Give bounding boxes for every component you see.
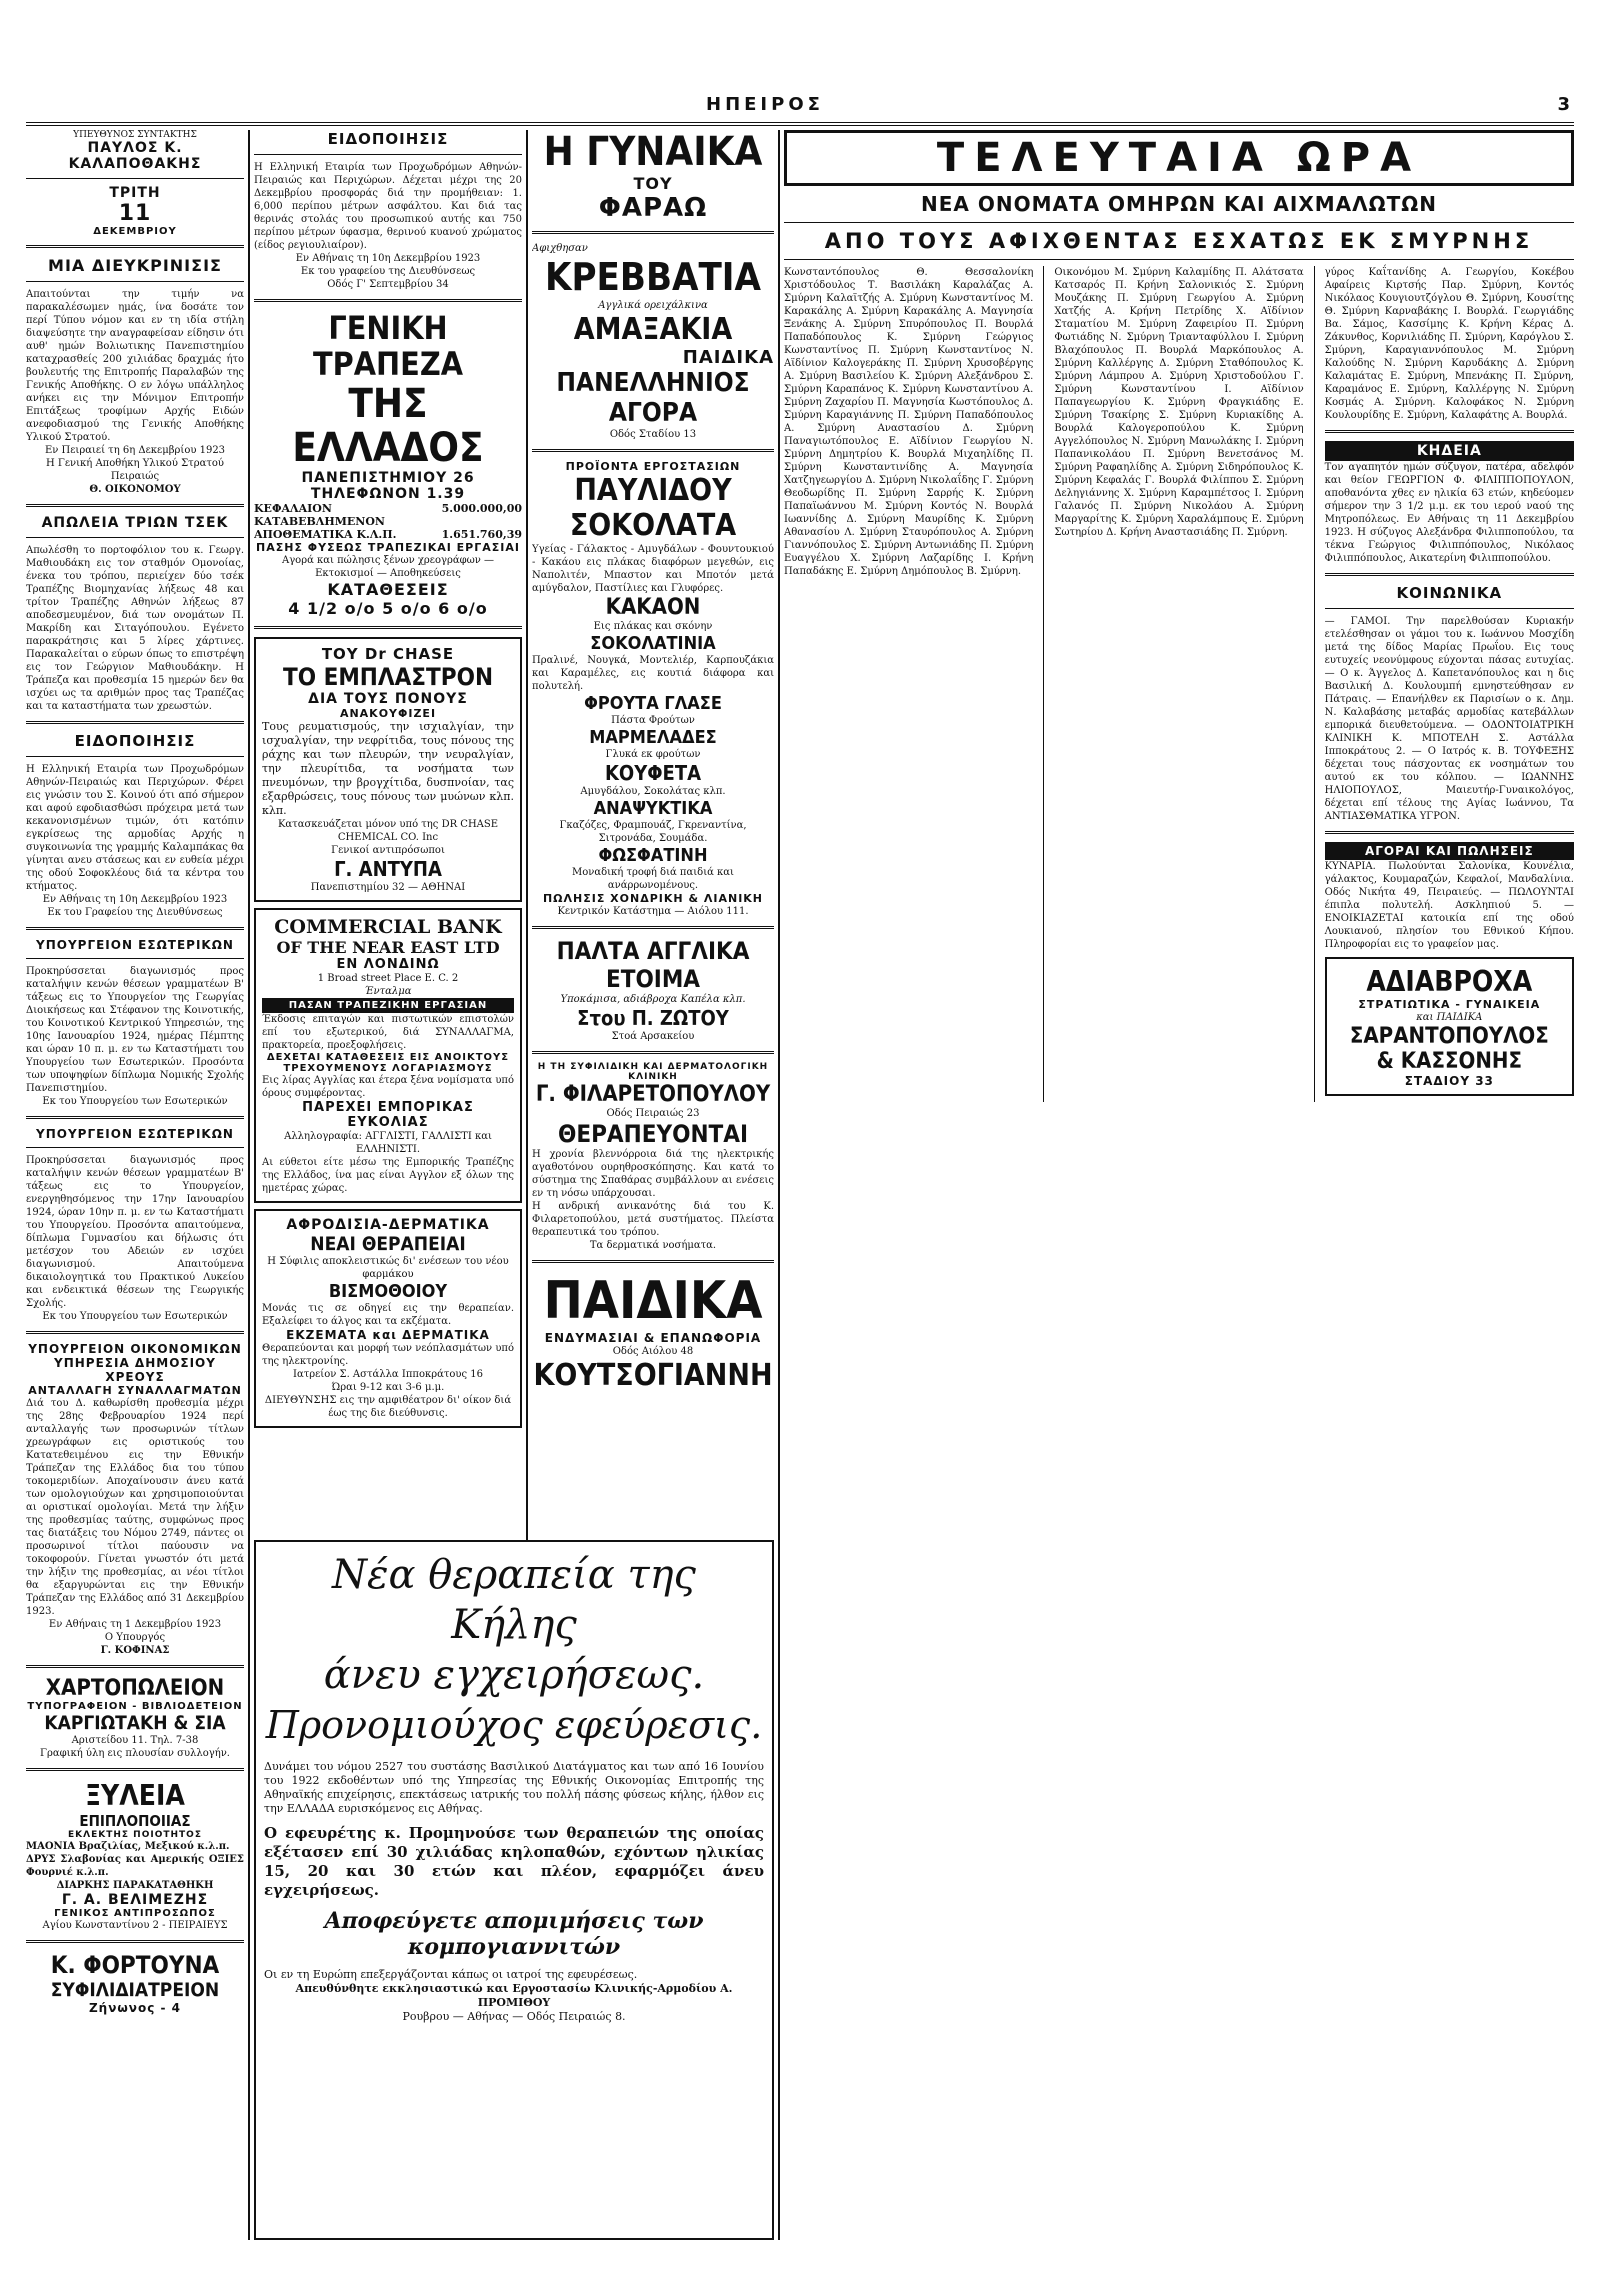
ad-subtitle: και ΠΑΙΔΙΚΑ: [1416, 1012, 1483, 1023]
ad-role: ΓΕΝΙΚΟΣ ΑΝΤΙΠΡΟΣΩΠΟΣ: [54, 1908, 216, 1919]
ad-subtitle: ΦΑΡΑΩ: [598, 193, 708, 223]
ad-address: 1 Broad street Place E. C. 2: [317, 973, 459, 984]
section-heading: ΥΠΟΥΡΓΕΙΟΝ ΕΣΩΤΕΡΙΚΩΝ: [36, 938, 234, 952]
ad-text: Αμυγδάλου, Σοκολάτας κλπ.: [580, 786, 726, 797]
ad-line: ΠΑΡΕΧΕΙ ΕΜΠΟΡΙΚΑΣ ΕΥΚΟΛΙΑΣ: [302, 1100, 474, 1130]
article-text: Η Ελληνική Εταιρία των Προχωδρόμων Αθηνών-Πειραιώς και Περιχώρων. Δέχεται μέχρι της 20 Δεκεμβρίου προσφοράς διά την προμήθειαν: 1. 6,000 περίπου μέτρων ασφάλτου. Και διά τας θερινάς στολάς του προσωπικού αυτής και 750 περίπου μέτρων ύφασμα, θερινού κυανού χρώματος (είδος ρεγιουλιαίρον).: [254, 162, 522, 251]
banner-title: ΤΕΛΕΥΤΑΙΑ ΩΡΑ: [936, 135, 1422, 181]
ad-text: Εις πλάκας και σκόνην: [593, 621, 713, 632]
ad-name: Γ. ΦΙΛΑΡΕΤΟΠΟΥΛΟΥ: [535, 1082, 771, 1107]
ad-subtitle: ΣΥΦΙΛΙΔΙΑΤΡΕΙΟΝ: [50, 1979, 220, 2001]
article-signature: Γ. ΚΟΦΙΝΑΣ: [100, 1645, 170, 1656]
ad-address: Οδός Σταδίου 13: [609, 429, 697, 440]
bank-capital: [254, 502, 522, 528]
ad-title: ΣΟΚΟΛΑΤΑ: [569, 508, 737, 543]
ad-line: ΠΑΣΑΝ ΤΡΑΠΕΖΙΚΗΝ ΕΡΓΑΣΙΑΝ: [262, 998, 514, 1013]
ad-line: Ένταλμα: [364, 986, 412, 997]
editor-role: ΥΠΕΥΘΥΝΟΣ ΣΥΝΤΑΚΤΗΣ: [73, 130, 197, 140]
ad-warning: Αποφεύγετε απομιμήσεις των κομπογιαννιτών: [324, 1908, 704, 1960]
ad-text: Έκδοσις επιταγών και πιστωτικών επιστολών επί του εξωτερικού, διά ΣΥΝΑΛΛΑΓΜΑ, πρακτορεία, προεξοφλήσεις.: [262, 1014, 514, 1051]
bank-capital-label: ΚΕΦΑΛΑΙΟΝ ΚΑΤΑΒΕΒΛΗΜΕΝΟΝ: [254, 502, 385, 528]
ad-line: ΜΑΟΝΙΑ Βραζιλίας, Μεξικού κ.λ.π.: [26, 1841, 230, 1852]
ad-store: ΠΑΝΕΛΛΗΝΙΟΣ ΑΓΟΡΑ: [556, 368, 750, 428]
ad-product: ΚΟΥΦΕΤΑ: [604, 761, 702, 785]
ad-subtitle: ΕΚΖΕΜΑΤΑ και ΔΕΡΜΑΤΙΚΑ: [286, 1328, 490, 1342]
issue-day: ΤΡΙΤΗ: [109, 185, 161, 201]
bank-operations: ΠΑΣΗΣ ΦΥΣΕΩΣ ΤΡΑΠΕΖΙΚΑΙ ΕΡΓΑΣΙΑΙ: [256, 541, 520, 554]
ad-title: Νέα θεραπεία της Κήλης: [332, 1552, 696, 1648]
bank-operations-text: Αγορά και πώλησις ξένων χρεογράφων — Εκτοκισμοί — Αποθηκεύσεις: [281, 555, 495, 579]
ad-title: ΑΜΑΞΑΚΙΑ: [573, 312, 733, 347]
ad-line: ΔΙΑΡΚΗΣ ΠΑΡΑΚΑΤΑΘΗΚΗ: [56, 1880, 214, 1891]
ad-title: ΠΑΙΔΙΚΑ: [543, 1271, 763, 1331]
ad-title: ΑΔΙΑΒΡΟΧΑ: [1366, 965, 1533, 998]
article-text: — ΓΑΜΟΙ. Την παρελθούσαν Κυριακήν ετελέσθησαν οι γάμοι του κ. Ιωάννου Μοσχίδη μετά της δίδος Μαρίας Πρωΐου. Εις τους ευτυχείς νεονύμφους εύχονται πάσας ευτυχίας. — Ο κ. Άγγελος Δ. Καπετανόπουλος και η δις Βασιλική Δ. Κουλουμπή εμνηστεύθησαν εν Πάτραις. — Επανήλθεν εκ Παρισίων ο κ. Δημ. Ν. Καλαβάσης μεταβάς αρμοδίας κατεβάλλων εμπορικά διευθετούμενα. — ΟΔΟΝΤΟΙΑΤΡΙΚΗ ΚΛΙΝΙΚΗ Κ. ΜΠΟΤΕΛΗ Σ. Αστάλλα Ιπποκράτους 2. — Ο Ιατρός κ. Β. ΤΟΥΦΕΞΗΣ δέχεται τους πάσχοντας εκ νοσημάτων του αυτού εκ του κόλπου. — ΙΩΑΝΝΗΣ ΗΛΙΟΠΟΥΛΟΣ, Μαιευτήρ-Γυναικολόγος, δέχεται επί τέλους της Αγίας Ιωάννου, Τα ΑΝΤΙΑΣΘΜΑΤΙΚΑ ΥΓΡΟΝ.: [1324, 616, 1574, 822]
article-signature: Εν Αθήναις τη 10η Δεκεμβρίου 1923: [42, 894, 228, 905]
article-signature: Εν Αθήναις τη 10η Δεκεμβρίου 1923: [295, 253, 481, 264]
headline: ΝΕΑ ΟΝΟΜΑΤΑ ΟΜΗΡΩΝ ΚΑΙ ΑΙΧΜΑΛΩΤΩΝ: [920, 192, 1438, 216]
masthead: [26, 90, 1574, 126]
ad-text: Κατασκευάζεται μόνον υπό της DR CHASE CHEMICAL CO. Inc: [277, 819, 499, 843]
section-heading: ΥΠΟΥΡΓΕΙΟΝ ΕΣΩΤΕΡΙΚΩΝ: [36, 1127, 234, 1141]
ad-text: Αι εύθετοι είτε μέσω της Εμπορικής Τραπέζης της Ελλάδος, ίνα μας είναι Αγγλον εξ όλων της ημετέρας χώρας.: [262, 1157, 514, 1194]
ad-subtitle: Αγγλικά ορειχάλκινα: [598, 300, 708, 311]
ad-title: Προνομιούχος εφεύρεσις.: [265, 1703, 763, 1747]
ad-text: Γκαζόζες, Φραμπουάζ, Γκρεναντίνα, Σιτρονάδα, Σουμάδα.: [559, 820, 747, 844]
ad-footer: ΔΙΕΥΘΥΝΣΗΣ εις την αμφιθέατρον δι' οίκον διά έως της διε διεύθυνσις.: [264, 1395, 512, 1419]
ad-title: ΚΡΕΒΒΑΤΙΑ: [545, 255, 761, 299]
editor-name: ΠΑΥΛΟΣ Κ. ΚΑΛΑΠΟΘΑΚΗΣ: [68, 140, 202, 172]
ad-text: Πάστα Φρούτων: [611, 715, 695, 726]
chase-ad: [254, 637, 522, 902]
ad-text: Ο εφευρέτης κ. Προμηνούσε των θεραπειών της οποίας εξέτασεν επί 30 χιλιάδας κηλοπαθών, εχόντων ηλικίας 15, 20 και 30 ετών και πλέον, εφαρμόζει άνευ εγχειρήσεως.: [264, 1824, 764, 1899]
ad-title: ΧΑΡΤΟΠΩΛΕΙΟΝ: [45, 1676, 225, 1701]
article-signature: Εκ του Υπουργείου των Εσωτερικών: [42, 1096, 228, 1107]
headline: ΑΠΟ ΤΟΥΣ ΑΦΙΧΘΕΝΤΑΣ ΕΣΧΑΤΩΣ ΕΚ ΣΜΥΡΝΗΣ: [824, 229, 1534, 253]
article-text: Απαιτούνται την τιμήν να παρακαλέσωμεν ημάς, ίνα δοσάτε τον περί Τύπου νόμον και εν τη ιδία στήλη διαψεύσητε την αναγραφείσαν είδησιν ότι αυθ' ημών Βολιωτικης Πανεπιστημίου καταχρασθείς 200 χιλιάδας δραχμάς ήτο βουλευτής της Επιτροπής Παραλαβών της Γενικής Αποθήκης. Ο εν λόγω υπάλληλος ανήκει εις την Μόνιμον Επιτροπήν Επιτάξεως τροφίμων Αρχής Ειδών ανεφοδιασμού της Γενικής Αποθήκης Υλικού Στρατού.: [26, 289, 244, 443]
ad-address: Αγίου Κωνσταντίνου 2 - ΠΕΙΡΑΙΕΥΣ: [42, 1920, 228, 1931]
ad-title: Η ΓΥΝΑΙΚΑ: [543, 130, 763, 175]
ad-address: Αριστείδου 11. Τηλ. 7-38: [71, 1735, 199, 1746]
ad-name: ΣΑΡΑΝΤΟΠΟΥΛΟΣ: [1349, 1024, 1549, 1049]
ad-address: Οδός Πειραιώς 23: [606, 1108, 700, 1119]
ad-address: Ιατρείον Σ. Αστάλλα Ιπποκράτους 16: [293, 1369, 483, 1380]
masthead-title: ΗΠΕΙΡΟΣ: [706, 94, 824, 115]
ad-address: Κεντρικόν Κατάστημα — Αιόλου 111.: [557, 906, 749, 917]
ad-hours: Ώραι 9-12 και 3-6 μ.μ.: [331, 1382, 445, 1393]
ad-title: άνευ εγχειρήσεως.: [323, 1652, 705, 1698]
ad-text: Μονάς τις σε οδηγεί εις την θεραπείαν. Εξαλείφει το άλγος και τα εκζέματα.: [262, 1303, 514, 1327]
article-signature: Ο Υπουργός: [104, 1632, 166, 1643]
article-signature: Οδός Γ' Σεπτεμβρίου 34: [327, 279, 449, 290]
bank-deposits: ΚΑΤΑΘΕΣΕΙΣ: [327, 580, 449, 599]
ad-text: Υποκάμισα, αδιάβροχα Καπέλα κλπ.: [560, 994, 746, 1005]
ad-product: ΦΡΟΥΤΑ ΓΛΑΣΕ: [584, 693, 722, 714]
ad-name: Στου Π. ΖΩΤΟΥ: [577, 1006, 729, 1030]
names-column: [784, 266, 1033, 1102]
article-text: Προκηρύσσεται διαγωνισμός προς καταλήψιν κενών θέσεων γραμματέων Β' τάξεως εις το Υπουργείον, ενεργηθησόμενος την 17ην Ιανουαρίου 1924, ώραν 10ην π. μ. εν τω Καταστήματι του Υπουργείου. Προσόντα απαιτούμενα, δίπλωμα Γυμνασίου και δήλωσις ότι μετέσχον του Αδειών εν ισχύει διαγωνισμού. Απαιτούμενα δικαιολογητικά του Πρακτικού Λυκείου και ενδεικτικά θέσεων της Γεωργικής Σχολής.: [26, 1155, 244, 1309]
ad-intro: Αφιχθησαν: [532, 243, 588, 254]
bank-reserves-label: ΑΠΟΘΕΜΑΤΙΚΑ Κ.Λ.Π.: [254, 528, 397, 541]
ad-text: Εις λίρας Αγγλίας και έτερα ξένα νομίσματα υπό όρους συμφέροντας.: [262, 1075, 514, 1099]
ad-city: ΕΝ ΛΟΝΔΙΝΩ: [336, 957, 440, 972]
ad-subtitle: ΤΥΠΟΓΡΑΦΕΙΟΝ - ΒΙΒΛΙΟΔΕΤΕΙΟΝ: [27, 1701, 243, 1712]
ad-subtitle: ΕΚΛΕΚΤΗΣ ΠΟΙΟΤΗΤΟΣ: [68, 1830, 202, 1840]
ad-line: ΔΡΥΣ Σλαβονίας και Αμερικής ΟΞΙΕΣ Φουρνιέ κ.λ.π.: [26, 1854, 244, 1878]
article-signature: Η Γενική Αποθήκη Υλικού Στρατού Πειραιώς: [46, 458, 224, 482]
columns-4-5: [784, 130, 1574, 2240]
ad-title: ΘΕΡΑΠΕΥΟΝΤΑΙ: [558, 1120, 748, 1148]
ad-text: Η Σύφιλις αποκλειστικώς δι' ενέσεων του νέου φαρμάκου: [267, 1256, 509, 1280]
ad-address: Ρουβρου — Αθήνας — Οδός Πειραιώς 8.: [402, 2010, 626, 2023]
ad-name: & ΚΑΣΣΟΝΗΣ: [1376, 1049, 1522, 1074]
ad-name: ΚΟΥΤΣΟΓΙΑΝΝΗ: [533, 1358, 773, 1393]
ad-address: Πανεπιστημίου 32 — ΑΘΗΝΑΙ: [310, 882, 466, 893]
ad-name: Γ. Α. ΒΕΛΙΜΕΖΗΣ: [61, 1892, 209, 1908]
ad-agent-label: Γενικοί αντιπρόσωποι: [331, 845, 445, 856]
ad-subtitle: ΕΝΔΥΜΑΣΙΑΙ & ΕΠΑΝΩΦΟΡΙΑ: [544, 1331, 762, 1345]
article-text: Προκηρύσσεται διαγωνισμός προς καταλήψιν κενών θέσεων γραμματέων Β' τάξεως εις το Υπουργείον της Γεωργίας Διοικήσεως και Στέφανον της Κοινοτικής, του Κοινοτικού Κεντρικού Υπηρεσιών, της 10ης Ιανουαρίου 1924, ημέρας Πέμπτης και ώραν 10 π. μ. εν τω Καταστήματι του Υπουργείου των Εσωτερικών. Προσόντα των υποψηφίων δίπλωμα Νομικής Σχολής Πανεπιστημίου.: [26, 966, 244, 1094]
hernia-cure-ad: [254, 1540, 774, 2240]
column-rule: [778, 130, 780, 2240]
ad-subtitle: ΝΕΑΙ ΘΕΡΑΠΕΙΑΙ: [310, 1233, 466, 1255]
column-1: [26, 130, 244, 2240]
ad-product: ΑΝΑΨΥΚΤΙΚΑ: [593, 798, 713, 819]
bank-capital-value: 5.000.000,00: [441, 502, 522, 515]
ad-address: Ζήνωνος - 4: [88, 2001, 182, 2015]
ad-address: Στοά Αρσακείου: [611, 1031, 695, 1042]
ad-subtitle: ΤΟΥ: [633, 174, 673, 193]
names-list: γύρος Καΐτανίδης Α. Γεωργίου, Κοκέβου Αφαίρεις Κιρτσής Παρ. Σμύρνη, Κοντός Νικόλαος Κουγιουτζόγλου Θ. Σμύρνη, Κουσίτης Θ. Σμύρνη Καρναβάκης Ι. Βουρλά. Γεωργιάδης Βα. Σάμος, Κασσίμης Κ. Κρήνη Κέρας Δ. Ζάκυνθος, Κορνιλιάδης Π. Σμύρνη, Καρόγλου Σ. Σμύρνη, Καραγιαννόπουλος Μ. Σμύρνη Καλούδης Ν. Σμύρνη Καρυδάκης Δ. Σμύρνη Καλαμάτας Ε. Σμύρνη, Μπενάκης Π. Σμύρνη, Καραμάνος Ε. Σμύρνη, Καλλέργης Ν. Σμύρνη Κοσμάς Α. Σμύρνη. Καλοφάκος Ν. Σμύρνη Κουλουρίδης Ε. Σμύρνη, Καλαφάτης Α. Βουρλά.: [1324, 267, 1574, 421]
bank-phone: ΤΗΛΕΦΩΝΟΝ 1.39: [310, 486, 466, 502]
ad-product: ΦΩΣΦΑΤΙΝΗ: [598, 845, 708, 866]
section-heading: ΚΗΔΕΙΑ: [1325, 441, 1574, 461]
article-signature: Εν Πειραιεί τη 6η Δεκεμβρίου 1923: [44, 445, 226, 456]
ad-text: Δυνάμει του νόμου 2527 του συστάσης Βασιλικού Διατάγματος και των από 16 Ιουνίου του 1922 εκδοθέντων υπό της Υπηρεσίας της Εθνικής Οικονομίας Επιτροπής της Αθηναϊκής επιχείρησις, επεκτάσεως ιατρικής του πολλή πάσης φύσεως κήλης, ήλθον εις την ΕΛΛΑΔΑ ευρισκόμενος εις Αθήνας.: [264, 1760, 764, 1815]
ad-text: Η ανδρική ανικανότης διά του Κ. Φιλαρετοπούλου, μετά συστήματος. Πλείστα θεραπευτικά του τρόπου.: [532, 1201, 774, 1238]
ad-text: Μοναδική τροφή διά παιδιά και ανάρρωνομένους.: [572, 867, 734, 891]
ad-text: Η χρονία βλεννόρροια διά της ηλεκτρικής αγαθοτόνου ουρηθροσκόπησης. Και κατά το σύστημα της Σπαθάρας συμβάλλουν αι ενέσεις εν τη νόσω υπάρχουσαι.: [532, 1149, 774, 1199]
ad-address: Απευθύνθητε εκκλησιαστικώ και Εργοστασίω Κλινικής-Αρμοδίου Α. ΠΡΟΜΙΘΟΥ: [295, 1982, 733, 2009]
article-signature: Εκ του Υπουργείου των Εσωτερικών: [42, 1311, 228, 1322]
section-heading: ΚΟΙΝΩΝΙΚΑ: [1396, 584, 1503, 602]
column-3: [532, 130, 774, 1530]
ad-text: Υγείας - Γάλακτος - Αμυγδάλων - Φουντουκιού - Κακάου εις πλάκας διαφόρων μεγεθών, εις Ναπολιτέν, Μπαστον και Μποτόν μετά αμύγδαλον, Παστίλιες και Γλυφόρες.: [532, 544, 774, 594]
ad-title: Κ. ΦΟΡΤΟΥΝΑ: [50, 1951, 220, 1979]
ad-subtitle: ΠΑΙΔΙΚΑ: [682, 347, 774, 368]
section-heading: ΑΓΟΡΑΙ ΚΑΙ ΠΩΛΗΣΕΙΣ: [1325, 842, 1574, 860]
bank-title: ΓΕΝΙΚΗ ΤΡΑΠΕΖΑ: [313, 309, 463, 383]
bank-address: ΠΑΝΕΠΙΣΤΗΜΙΟΥ 26: [301, 470, 475, 486]
ad-subtitle: ΔΙΑ ΤΟΥΣ ΠΟΝΟΥΣ: [308, 691, 468, 707]
section-heading: ΥΠΟΥΡΓΕΙΟΝ ΟΙΚΟΝΟΜΙΚΩΝ: [28, 1342, 242, 1356]
commercial-bank-ad: [254, 908, 522, 1203]
names-columns: [784, 266, 1574, 1102]
article-text: ΚΥΝΑΡΙΑ. Πωλούνται Σαλονίκα, Κουνέλια, γάλακτος, Κουμαραζών, Κεφαλοί, Μανδαλίνια. Οδός Νικήτα 49, Πειραιεύς. — ΠΩΛΟΥΝΤΑΙ έπιπλα πολυτελή. Ασκληπιού 5. — ΕΝΟΙΚΙΑΖΕΤΑΙ κατοικία επί της οδού Λουκιανού, πλησίον του Εθνικού Κήπου. Πληροφορίαι εις το γραφείον μας.: [1324, 861, 1574, 950]
bank-rates: 4 1/2 ο/ο 5 ο/ο 6 ο/ο: [288, 599, 488, 618]
section-heading: ΜΙΑ ΔΙΕΥΚΡΙΝΙΣΙΣ: [48, 256, 222, 275]
article-text: Απωλέσθη το πορτοφόλιον του κ. Γεωργ. Μαθιουδάκη εις τον σταθμόν Ομονοίας, ένεκα του τρόπου, περιείχεν δύο τσέκ Τραπέζης Βιομηχανίας λήξεως 48 και τρίτον Τραπέζης Αθηνών λήξεως 87 αποδεσμευμένον, διά των ονομάτων Π. Μακρίδη και Σιταγόπουλου. Εγένετο παρακράτησις και 5 λίρες χάρτινες. Παρακαλείται ο εύρων όπως το επιστρέψη εις τον Γεώργιον Μαθιουδάκην. Η Τράπεζα και προθεσμία 15 ημερών δεν θα ισχύει ως τα αριθμών προς τας Τραπέζας και τα καταστήματα των χρεωστών.: [26, 545, 244, 712]
ad-text: Γλυκά εκ φρούτων: [605, 749, 701, 760]
section-heading: ΕΙΔΟΠΟΙΗΣΙΣ: [74, 732, 196, 750]
last-hour-banner: [784, 130, 1574, 186]
ad-name: ΚΑΡΓΙΩΤΑΚΗ & ΣΙΑ: [44, 1712, 226, 1734]
ad-subtitle: ΠΡΟΪΟΝΤΑ ΕΡΓΟΣΤΑΣΙΩΝ: [565, 460, 741, 473]
ad-name: ΠΑΥΛΙΔΟΥ: [574, 473, 732, 508]
bank-title: ΤΗΣ ΕΛΛΑΔΟΣ: [292, 381, 484, 471]
ad-title: ΞΥΛΕΙΑ: [85, 1779, 185, 1812]
raincoats-ad: [1325, 957, 1574, 1096]
article-signature: Εν Αθήναις τη 1 Δεκεμβρίου 1923: [48, 1619, 222, 1630]
column-rule: [248, 130, 250, 2240]
ad-product: ΚΑΚΑΟΝ: [605, 595, 701, 620]
names-column: [1054, 266, 1303, 1102]
section-subheading: ΥΠΗΡΕΣΙΑ ΔΗΜΟΣΙΟΥ ΧΡΕΟΥΣ: [54, 1356, 216, 1384]
section-heading: ΑΠΩΛΕΙΑ ΤΡΙΩΝ ΤΣΕΚ: [41, 515, 229, 531]
ad-title: ΤΟ ΕΜΠΛΑΣΤΡΟΝ: [282, 663, 494, 691]
ad-title: ΤΟΥ Dr CHASE: [321, 645, 455, 663]
ad-line: Γραφική ύλη εις πλουσίαν συλλογήν.: [40, 1748, 230, 1759]
ad-text: Θεραπεύονται και μορφή των νεόπλασμάτων υπό της ηλεκτρονίης.: [262, 1343, 514, 1367]
newspaper-page: [26, 60, 1574, 2250]
names-list: Οικονόμου Μ. Σμύρνη Καλαμίδης Π. Αλάτσατα Κατσαρός Π. Κρήνη Σαλονικιός Σ. Σμύρνη Μουζάκης Π. Σμύρνη Γεωργίου Α. Σμύρνη Χατζής Α. Κρήνη Πετρίδης Χ. Αϊδίνιον Σταματίου Μ. Σμύρνη Ζαφειρίου Π. Σμύρνη Φωτιάδης Ν. Σμύρνη Τριανταφύλλου Ι. Σμύρνη Βλαχόπουλος Π. Βουρλά Μαρκόπουλος Α. Σμύρνη Καλλέργης Δ. Σμύρνη Σταθόπουλος Κ. Σμύρνη Λάμπρου Α. Σμύρνη Χριστοδούλου Γ. Σμύρνη Κωνσταντίνου Ι. Αϊδίνιον Παπαγεωργίου Κ. Σμύρνη Φραγκιάδης Ε. Σμύρνη Τσακίρης Σ. Σμύρνη Κυριακίδης Α. Βουρλά Καλογεροπούλου Κ. Σμύρνη Αγγελόπουλος Ν. Σμύρνη Μανωλάκης Ι. Σμύρνη Παπανικολάου Π. Σμύρνη Βενετσάνος Μ. Σμύρνη Ραφαηλίδης Α. Σμύρνη Σιδηρόπουλος Κ. Σμύρνη Κεφαλάς Γ. Βουρλά Φιλίππου Σ. Σμύρνη Δεληγιάννης Χ. Σμύρνη Καραμπέτσος Ι. Σμύρνη Γαλανός Π. Σμύρνη Νικολάου Α. Σμύρνη Μαργαρίτης Κ. Σμύρνη Χαραλάμπους Ε. Σμύρνη Σωτηρίου Δ. Κρήνη Αναστασιάδης Π. Σμύρνη.: [1054, 267, 1304, 538]
ad-subtitle: ΑΝΑΚΟΥΦΙΖΕΙ: [339, 707, 437, 720]
ad-product: ΣΟΚΟΛΑΤΙΝΙΑ: [590, 633, 716, 654]
names-column: [1325, 266, 1574, 1102]
names-list: Κωνσταντόπουλος Θ. Θεσσαλονίκη Χριστόδουλος Τ. Βασιλάκη Καραλάζας Α. Σμύρνη Καλαϊτζής Α. Σμύρνη Κωνσταντίνος Μ. Καρακάλης Α. Σμύρνη Καρακάλης Α. Μαγνησία Ξενάκης Α. Σμύρνη Σπυρόπουλος Π. Βουρλά Παπαδόπουλος Κ. Σμύρνη Γεώργιος Κωνσταντίνος Π. Σμύρνη Κωνσταντίνος Ν. Αϊδίνιον Καλογεράκης Π. Σμύρνη Χρυσοβέργης Α. Σμύρνη Βασιλείου Κ. Σμύρνη Αλεξάνδρου Σ. Σμύρνη Καραπάνος Κ. Σμύρνη Κωνσταντίνου Α. Σμύρνη Ζαχαρίου Π. Μαγνησία Κωστόπουλος Δ. Σμύρνη Καραγιάννης Π. Σμύρνη Παπαδόπουλος Α. Σμύρνη Αναστασίου Δ. Σμύρνη Παναγιωτόπουλος Ε. Αϊδίνιον Γεωργίου Ν. Σμύρνη Δημητρίου Κ. Βουρλά Μιχαηλίδης Π. Σμύρνη Κωνσταντινίδης Α. Μαγνησία Χατζηγεωργίου Δ. Σμύρνη Νικολαΐδης Γ. Σμύρνη Θεοδωρίδης Π. Σμύρνη Σαρρής Κ. Σμύρνη Παπαϊωάννου Μ. Σμύρνη Κοντός Ν. Βουρλά Ιωαννίδης Δ. Σμύρνη Μαυρίδης Κ. Σμύρνη Αθανασίου Λ. Σμύρνη Σταυρόπουλος Α. Σμύρνη Γιαννόπουλος Σ. Σμύρνη Αντωνιάδης Π. Σμύρνη Ευαγγέλου Χ. Σμύρνη Λαζαρίδης Ι. Κρήνη Παπαδάκης Ε. Σμύρνη Δημόπουλος Β. Σμύρνη.: [784, 267, 1034, 577]
ad-subtitle: ΒΙΣΜΟΘΟΙΟΥ: [328, 1281, 448, 1302]
ad-text: Τα δερματικά νοσήματα.: [589, 1240, 717, 1251]
ad-text: Οι εν τη Ευρώπη επεξεργάζονται κάπως οι ιατροί της εφευρέσεως.: [264, 1968, 638, 1981]
article-text: Διά του Δ. καθωρίσθη προθεσμία μέχρι της 28ης Φεβρουαρίου 1924 περί ανταλλαγής των προσωρινών τίτλων χρεωγράφων εις οριστικούς του Κατατεθειμένου εις την Εθνικήν Τράπεζαν της Ελλάδος δια του τύπου τοκομεριδίων. Αποχαίνουσιν άνευ κατά των ομολογιούχων και χρησιμοποιούνται αι οριστικαί ομολογίαι. Μετά την λήξιν της προθεσμίας ταύτης, συμφώνως προς τας διατάξεις του Νόμου 2749, πάντες οι προσωρινοί τίτλοι παύουσιν να τοκοφορούν. Γίνεται γνωστόν ότι μετά την λήξιν της προθεσμίας, αι νέοι τίτλοι θα εξαργυρώνται εις την Εθνικήν Τράπεζαν της Ελλάδος από 31 Δεκεμβρίου 1923.: [26, 1398, 244, 1617]
ad-product: ΜΑΡΜΕΛΑΔΕΣ: [589, 727, 717, 748]
section-heading: ΕΙΔΟΠΟΙΗΣΙΣ: [327, 130, 449, 148]
article-signature: Εκ του Γραφείου της Διευθύνσεως: [47, 907, 223, 918]
ad-sale: ΠΩΛΗΣΙΣ ΧΟΝΔΡΙΚΗ & ΛΙΑΝΙΚΗ: [542, 892, 764, 905]
ad-text: Πραλινέ, Νουγκά, Μοντελιέρ, Καρπουζάκια και Καραμέλες, εις κουτιά διάφορα και πολυτελή.: [532, 655, 774, 692]
ad-subtitle: ΣΤΡΑΤΙΩΤΙΚΑ - ΓΥΝΑΙΚΕΙΑ: [1358, 998, 1541, 1011]
bank-reserves-value: 1.651.760,39: [441, 528, 522, 541]
ad-title: ΠΑΛΤΑ ΑΓΓΛΙΚΑ ΕΤΟΙΜΑ: [556, 937, 750, 993]
bank-reserves: [254, 528, 522, 541]
article-text: Τον αγαπητόν ημών σύζυγον, πατέρα, αδελφόν και θείον ΓΕΩΡΓΙΟΝ Φ. ΦΙΛΙΠΠΟΠΟΥΛΟΝ, αποθανόντα χθες εν ηλικία 63 ετών, κηδεύομεν σήμερον την 3 1/2 μ.μ. εκ του ιερού ναού της Μητροπόλεως. Εν Αθήναις τη 11 Δεκεμβρίου 1923. Η σύζυγος Αλεξάνδρα Φιλιπποπούλου, τα τέκνα Γεώργιος Φιλιππόπουλος, Νικόλαος Φιλιππόπουλος, Αικατερίνη Φιλιπποπούλου.: [1324, 462, 1574, 564]
article-signature: Εκ του γραφείου της Διευθύνσεως: [300, 266, 476, 277]
ad-subtitle: OF THE NEAR EAST LTD: [276, 938, 500, 957]
dermatology-ad: [254, 1209, 522, 1428]
section-subheading: ΑΝΤΑΛΛΑΓΗ ΣΥΝΑΛΛΑΓΜΑΤΩΝ: [28, 1384, 242, 1397]
ad-agent: Γ. ΑΝΤΥΠΑ: [334, 857, 442, 881]
ad-subtitle: ΕΠΙΠΛΟΠΟΙΙΑΣ: [79, 1812, 191, 1830]
ad-subtitle: Η ΤΗ ΣΥΦΙΛΙΔΙΚΗ ΚΑΙ ΔΕΡΜΑΤΟΛΟΓΙΚΗ ΚΛΙΝΙΚΗ: [537, 1062, 769, 1082]
ad-line: ΔΕΧΕΤΑΙ ΚΑΤΑΘΕΣΕΙΣ ΕΙΣ ΑΝΟΙΚΤΟΥΣ ΤΡΕΧΟΥΜΕΝΟΥΣ ΛΟΓΑΡΙΑΣΜΟΥΣ: [266, 1052, 510, 1074]
ad-text: Αλληλογραφία: ΑΓΓΛΙΣΤΙ, ΓΑΛΛΙΣΤΙ και ΕΛΛΗΝΙΣΤΙ.: [284, 1131, 492, 1155]
page-number: 3: [1557, 94, 1570, 115]
ad-text: Τους ρευματισμούς, την ισχιαλγίαν, την ισχυαλγίαν, την νεφρίτιδα, τους πόνους της ράχης και των πλευρών, την νευραλγίαν, την πλευρίτιδα, τα νοσήματα των πνευμόνων, την βρογχίτιδα, δυσπνοίαν, τας εξαρθρώσεις, τους πόνους των μυώνων κλπ. κλπ.: [262, 720, 514, 817]
ad-title: COMMERCIAL BANK: [274, 916, 502, 938]
issue-month: ΔΕΚΕΜΒΡΙΟΥ: [93, 226, 177, 237]
ad-title: ΑΦΡΟΔΙΣΙΑ-ΔΕΡΜΑΤΙΚΑ: [286, 1217, 490, 1233]
issue-date: 11: [118, 201, 152, 226]
ad-address: ΣΤΑΔΙΟΥ 33: [1404, 1074, 1494, 1088]
article-text: Η Ελληνική Εταιρία των Προχωδρόμων Αθηνών-Πειραιώς και Περιχώρων. Φέρει εις γνώσιν του Σ. Κοινού ότι από σήμερον και αφού εφοδιασθώσι πρόχειρα μετά των κεκανονισμένων τιμών, ότι κατόπιν εγκρίσεως της αρμοδίας Αρχής η συγκοινωνία της γραμμής Καλαμπάκας θα γίνηται ανευ στάσεως και εν ευθεία μέχρι της οδού Σοφοκλέους διά τα κέντρα του κτήματος.: [26, 764, 244, 892]
article-signature: Θ. ΟΙΚΟΝΟΜΟΥ: [89, 484, 181, 495]
ad-address: Οδός Αιόλου 48: [612, 1346, 694, 1357]
